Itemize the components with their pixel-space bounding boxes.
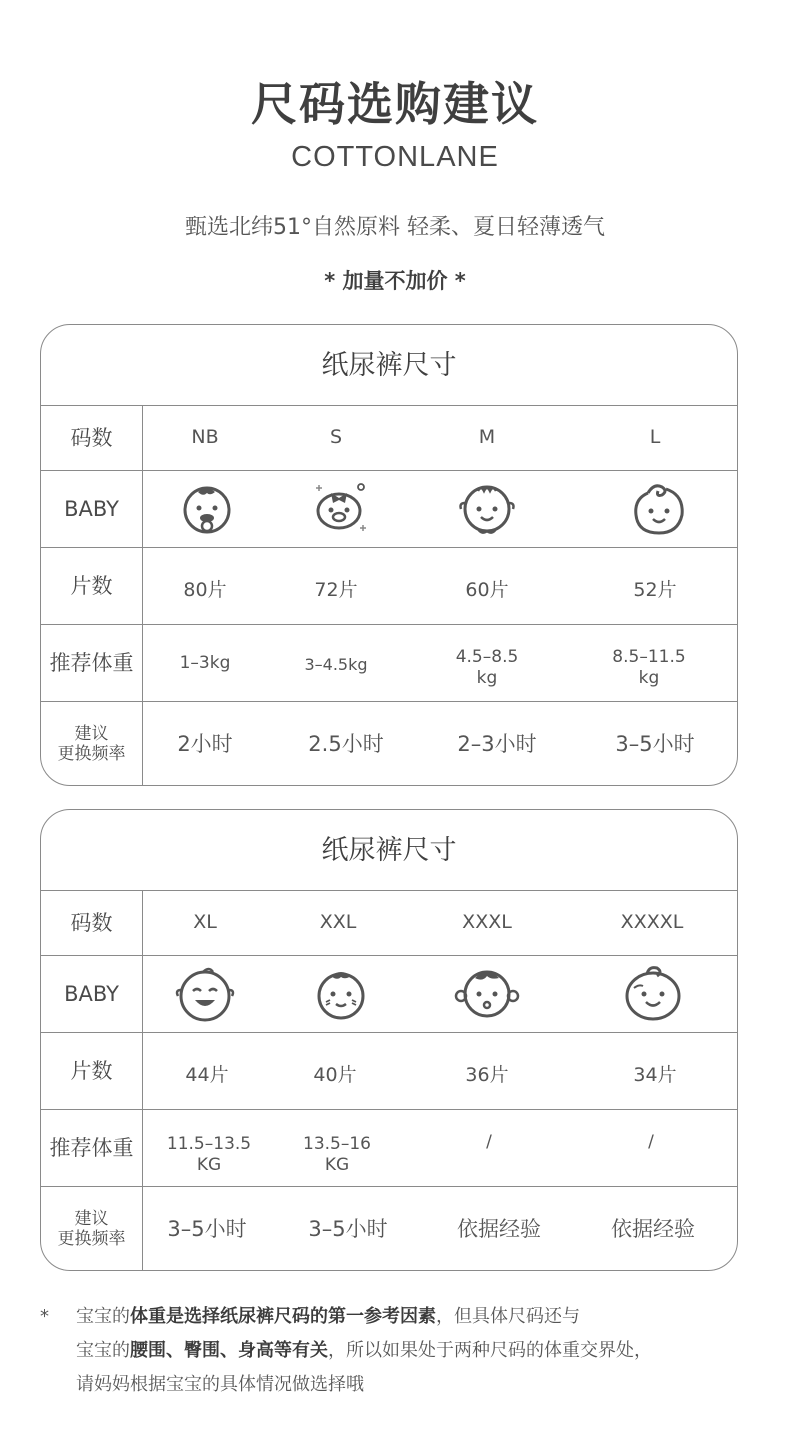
weight-label: 推荐体重 [41,625,143,701]
footnote-line-2: 宝宝的腰围、臀围、身高等有关，所以如果处于两种尺码的体重交界处， [76,1340,652,1361]
count-cell: 34片 [633,1064,677,1086]
size-table-2 [40,809,738,1271]
count-row [41,548,737,625]
table-title: 纸尿裤尺寸 [41,325,737,406]
size-cell: XL [193,911,217,933]
footnote [40,1300,750,1402]
weight-cell: 13.5–16 KG [303,1134,371,1176]
weight-row [41,1110,737,1187]
baby-label: BABY [41,956,143,1032]
size-row [41,406,737,471]
weight-cell: / [486,1132,492,1152]
footnote-star: * [40,1306,49,1327]
size-cell: XXL [319,911,357,933]
size-cell: S [329,426,343,448]
weight-cell: 11.5–13.5 KG [166,1134,252,1176]
frequency-cell: 依据经验 [457,1217,541,1241]
frequency-cell: 3–5小时 [615,732,695,756]
baby-laughing-icon [173,964,237,1024]
frequency-cell: 3–5小时 [308,1217,388,1241]
count-label: 片数 [41,548,143,624]
baby-pacifier-icon [180,483,234,537]
count-cell: 60片 [465,579,509,601]
frequency-row [41,1187,737,1271]
size-cell: M [478,426,496,448]
frequency-cell: 2.5小时 [308,732,384,756]
weight-cell: 8.5–11.5 kg [612,647,686,689]
size-row [41,891,737,956]
baby-tuft-icon [619,964,687,1024]
size-cell: L [649,426,661,448]
weight-cell: 3–4.5kg [304,655,368,674]
promo-text: * 加量不加价 * [324,269,466,293]
frequency-cell: 2小时 [177,732,233,756]
count-cell: 40片 [313,1064,357,1086]
baby-curl-icon [628,479,690,539]
size-label: 码数 [41,406,143,470]
baby-row [41,471,737,548]
weight-label: 推荐体重 [41,1110,143,1186]
weight-row [41,625,737,702]
baby-curly-hair-icon [456,479,518,539]
baby-blush-icon [311,966,371,1022]
footnote-line-1: 宝宝的体重是选择纸尿裤尺码的第一参考因素，但具体尺码还与 [76,1306,580,1327]
count-cell: 36片 [465,1064,509,1086]
frequency-cell: 依据经验 [611,1217,695,1241]
size-cell: NB [191,426,219,448]
frequency-row [41,702,737,786]
count-cell: 80片 [183,579,227,601]
footnote-line-3: 请妈妈根据宝宝的具体情况做选择哦 [76,1374,364,1395]
count-cell: 52片 [633,579,677,601]
tagline: 甄选北纬51°自然原料 轻柔、夏日轻薄透气 [185,215,605,240]
weight-cell: / [648,1132,654,1152]
count-cell: 72片 [314,579,358,601]
size-cell: XXXL [462,911,512,933]
baby-bow-icon [309,479,371,537]
page-title: 尺码选购建议 [251,77,539,131]
size-label: 码数 [41,891,143,955]
count-cell: 44片 [185,1064,229,1086]
weight-cell: 1–3kg [179,653,231,673]
brand-name: COTTONLANE [291,141,499,173]
count-label: 片数 [41,1033,143,1109]
baby-label: BABY [41,471,143,547]
baby-row [41,956,737,1033]
weight-cell: 4.5–8.5 kg [455,647,519,689]
frequency-label: 建议 更换频率 [41,1187,143,1271]
frequency-cell: 2–3小时 [457,732,537,756]
frequency-label: 建议 更换频率 [41,702,143,786]
frequency-cell: 3–5小时 [167,1217,247,1241]
count-row [41,1033,737,1110]
size-table-1 [40,324,738,786]
table-title: 纸尿裤尺寸 [41,810,737,891]
baby-ears-icon [453,964,521,1024]
size-cell: XXXXL [620,911,684,933]
